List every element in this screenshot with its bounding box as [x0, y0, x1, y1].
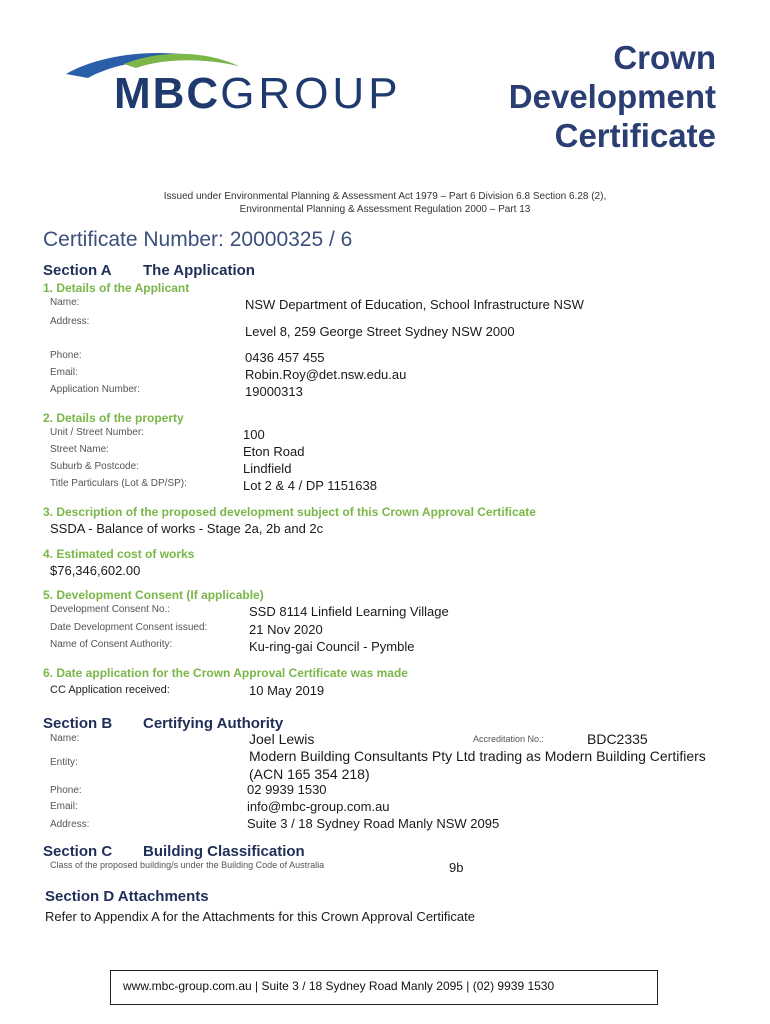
certifier-name-label: Name:	[50, 733, 80, 744]
suburb-label: Suburb & Postcode:	[50, 461, 139, 472]
title-line: Certificate	[554, 117, 716, 154]
applicant-heading: 1. Details of the Applicant	[43, 281, 190, 295]
section-a-title: The Application	[143, 262, 255, 279]
certifier-name: Joel Lewis	[249, 731, 315, 747]
consent-no: SSD 8114 Linfield Learning Village	[249, 604, 449, 619]
certificate-number: Certificate Number: 20000325 / 6	[43, 228, 353, 251]
section-a-label: Section A	[43, 262, 112, 279]
consent-authority-label: Name of Consent Authority:	[50, 639, 173, 650]
section-d-text: Refer to Appendix A for the Attachments for this Crown Approval Certificate	[45, 909, 475, 924]
title-particulars: Lot 2 & 4 / DP 1151638	[243, 478, 377, 493]
consent-authority: Ku-ring-gai Council - Pymble	[249, 639, 415, 654]
section-c-label: Section C	[43, 843, 113, 860]
building-class-value: 9b	[449, 860, 464, 875]
issued-under-note: Issued under Environmental Planning & Assessment Act 1979 – Part 6 Division 6.8 Section 6.28 (2), Environmental Planning & Assessment Regulation 2000 – Part 13	[163, 191, 607, 215]
applicant-address-label: Address:	[50, 316, 90, 327]
suburb-value: Lindfield	[243, 461, 292, 476]
consent-date: 21 Nov 2020	[249, 622, 323, 637]
cc-received: 10 May 2019	[249, 683, 325, 698]
consent-heading: 5. Development Consent (If applicable)	[43, 588, 264, 602]
company-logo	[64, 44, 404, 124]
section-b-label: Section B	[43, 715, 113, 732]
applicant-email-label: Email:	[50, 367, 78, 378]
cost-heading: 4. Estimated cost of works	[43, 547, 195, 561]
cost-value: $76,346,602.00	[50, 563, 141, 578]
applicant-phone-label: Phone:	[50, 350, 82, 361]
consent-date-label: Date Development Consent issued:	[50, 622, 208, 633]
certifier-address: Suite 3 / 18 Sydney Road Manly NSW 2095	[247, 816, 500, 831]
description-value: SSDA - Balance of works - Stage 2a, 2b and 2c	[50, 521, 324, 536]
footer	[110, 970, 658, 1005]
applicant-name-label: Name:	[50, 297, 80, 308]
title-line: Crown	[613, 39, 716, 76]
document-title	[509, 38, 716, 155]
certifier-email: info@mbc-group.com.au	[247, 799, 390, 814]
section-d-title: Section D Attachments	[45, 888, 209, 905]
footer-contact: www.mbc-group.com.au | Suite 3 / 18 Sydney Road Manly 2095 | (02) 9939 1530	[123, 979, 555, 993]
accreditation-no: BDC2335	[587, 731, 648, 747]
certifier-phone-label: Phone:	[50, 785, 82, 796]
cc-received-label: CC Application received:	[50, 684, 170, 696]
certifier-address-label: Address:	[50, 819, 90, 830]
property-heading: 2. Details of the property	[43, 411, 184, 425]
applicant-email: Robin.Roy@det.nsw.edu.au	[245, 367, 407, 382]
logo-wordmark: MBCGROUP	[114, 69, 402, 118]
section-b-title: Certifying Authority	[143, 715, 284, 732]
street-label: Street Name:	[50, 444, 109, 455]
description-heading: 3. Description of the proposed development subject of this Crown Approval Certificate	[43, 505, 536, 519]
application-number: 19000313	[245, 384, 303, 399]
applicant-address: Level 8, 259 George Street Sydney NSW 2000	[245, 324, 515, 339]
certifier-email-label: Email:	[50, 801, 78, 812]
accreditation-label: Accreditation No.:	[473, 734, 545, 744]
building-class-label: Class of the proposed building/s under the Building Code of Australia	[50, 860, 325, 870]
street-value: Eton Road	[243, 444, 305, 459]
unit-value: 100	[243, 427, 265, 442]
entity-value: Modern Building Consultants Pty Ltd trading as Modern Building Certifiers (ACN 165 354 218)	[249, 748, 706, 782]
section-c-title: Building Classification	[143, 843, 305, 860]
application-number-label: Application Number:	[50, 384, 141, 395]
unit-label: Unit / Street Number:	[50, 427, 144, 438]
title-particulars-label: Title Particulars (Lot & DP/SP):	[50, 478, 187, 489]
applicant-phone: 0436 457 455	[245, 350, 325, 365]
certifier-phone: 02 9939 1530	[247, 782, 327, 797]
title-line: Development	[508, 78, 716, 115]
consent-no-label: Development Consent No.:	[50, 604, 171, 615]
entity-label: Entity:	[50, 757, 78, 768]
application-date-heading: 6. Date application for the Crown Approval Certificate was made	[43, 666, 408, 680]
applicant-name: NSW Department of Education, School Infrastructure NSW	[245, 297, 584, 312]
